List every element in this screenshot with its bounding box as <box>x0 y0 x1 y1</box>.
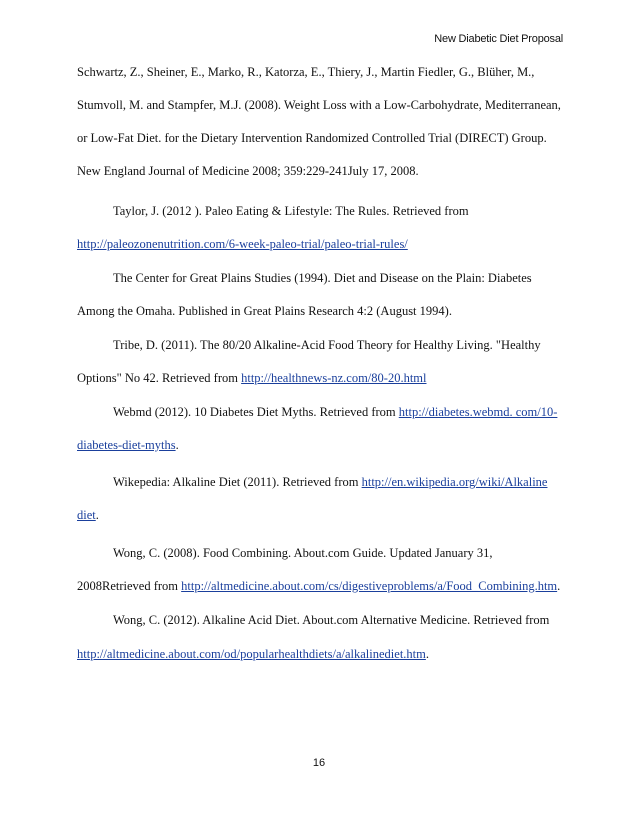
reference-text: . <box>425 647 429 661</box>
reference-line <box>113 474 547 490</box>
running-header: New Diabetic Diet Proposal <box>434 33 563 45</box>
reference-text: . <box>557 579 561 593</box>
reference-line <box>77 646 429 662</box>
reference-line: Stumvoll, M. and Stampfer, M.J. (2008). Weight Loss with a Low-Carbohydrate, Mediterranean, <box>77 98 561 112</box>
reference-text: . <box>175 438 179 452</box>
reference-link[interactable]: http://healthnews-nz.com/80-20.html <box>241 371 427 385</box>
reference-line: or Low-Fat Diet. for the Dietary Intervention Randomized Controlled Trial (DIRECT) Group. <box>77 131 547 145</box>
reference-link[interactable]: http://en.wikipedia.org/wiki/Alkaline <box>361 475 548 489</box>
reference-text: Webmd (2012). 10 Diabetes Diet Myths. Retrieved from <box>113 405 399 419</box>
reference-line <box>77 507 99 523</box>
reference-line: The Center for Great Plains Studies (1994). Diet and Disease on the Plain: Diabetes <box>113 271 532 285</box>
reference-link[interactable]: diabetes-diet-myths <box>77 438 176 452</box>
reference-line: Taylor, J. (2012 ). Paleo Eating & Lifestyle: The Rules. Retrieved from <box>113 204 469 218</box>
reference-text: Wikepedia: Alkaline Diet (2011). Retrieved from <box>113 475 362 489</box>
reference-link[interactable]: http://altmedicine.about.com/cs/digestiveproblems/a/Food_Combining.htm <box>181 579 558 593</box>
reference-link[interactable]: diet <box>77 508 96 522</box>
reference-line: Wong, C. (2008). Food Combining. About.com Guide. Updated January 31, <box>113 546 493 560</box>
reference-line: New England Journal of Medicine 2008; 359:229-241July 17, 2008. <box>77 164 419 178</box>
reference-text: 2008Retrieved from <box>77 579 182 593</box>
reference-line <box>113 404 557 420</box>
reference-line <box>77 578 560 594</box>
reference-line: Wong, C. (2012). Alkaline Acid Diet. About.com Alternative Medicine. Retrieved from <box>113 613 550 627</box>
reference-line: Among the Omaha. Published in Great Plains Research 4:2 (August 1994). <box>77 304 452 318</box>
reference-link[interactable]: http://altmedicine.about.com/od/popularhealthdiets/a/alkalinediet.htm <box>77 647 426 661</box>
reference-line: Tribe, D. (2011). The 80/20 Alkaline-Acid Food Theory for Healthy Living. "Healthy <box>113 338 541 352</box>
reference-line <box>77 236 408 252</box>
reference-line: Schwartz, Z., Sheiner, E., Marko, R., Katorza, E., Thiery, J., Martin Fiedler, G., Blüher, M., <box>77 65 535 79</box>
reference-text: Options" No 42. Retrieved from <box>77 371 242 385</box>
reference-line <box>77 370 427 386</box>
reference-link[interactable]: http://diabetes.webmd. com/10- <box>398 405 558 419</box>
reference-text: . <box>95 508 99 522</box>
reference-link[interactable]: http://paleozonenutrition.com/6-week-paleo-trial/paleo-trial-rules/ <box>77 237 408 251</box>
reference-line <box>77 437 179 453</box>
page-number: 16 <box>312 757 326 769</box>
